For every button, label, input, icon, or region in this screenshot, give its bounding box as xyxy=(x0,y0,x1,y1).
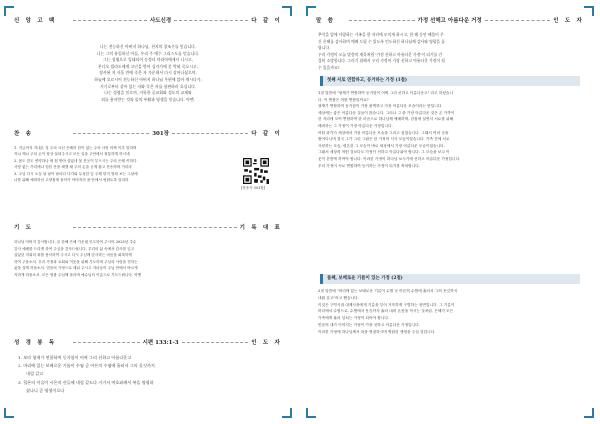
sermon-line: 세상에는 좋은 아름다운 것들이 많습니다. 그러나 그 중 가장 아름다운 것은 온 가족이 xyxy=(318,110,455,115)
sermon-line: 립니다. xyxy=(318,45,331,51)
qr-caption: [찬송가 301장] xyxy=(241,186,266,190)
corner-mark xyxy=(306,408,316,418)
point-two-heading: 둘째, 보배로운 기름이 있는 가정 (2절) xyxy=(320,274,580,284)
point-one-heading: 첫째 서로 연합하고, 동거하는 가정 (1절) xyxy=(320,76,580,86)
hymn-line: 1. 지금까지 지내온 것 주의 크신 은혜라 한이 없는 주의 사랑 어찌 이루 말하며 xyxy=(14,146,137,150)
sermon-line: 이것은 구약시대 대제사장에게 기름을 부어 거룩하게 구별하는 장면입니다. 그 기름이 xyxy=(318,302,455,307)
scripture-verse: 내림 같고 xyxy=(26,371,44,377)
dashed-divider xyxy=(73,342,140,343)
creed-line: 나는 그의 유일하신 아들, 우리 주 예수 그리스도를 믿습니다. xyxy=(96,50,200,56)
sermon-line: 내림 같고"라고 했습니다. xyxy=(318,295,359,300)
qr-code-icon[interactable] xyxy=(243,158,269,184)
creed-line: 죄를 용서받는 것과 몸의 부활과 영생을 믿습니다. 아멘. xyxy=(101,96,195,102)
prayer-label: 기 도 xyxy=(14,225,34,231)
prayer-text xyxy=(14,239,284,278)
hymn-line: 자나 깨나 주의 손이 항상 살펴주시고 모든 일을 주안에서 형통하게 하시네 xyxy=(14,152,130,157)
hymn-label: 찬 송 xyxy=(14,131,34,137)
sermon-line: 우리 가정이 서로 연합하여 동거하는 가정이 되기를 축복합니다. xyxy=(318,163,420,168)
sermon-line: 형제가 연합하여 동거함이 가장 완벽하고 가장 아름다운 모습이라는 뜻입니다. xyxy=(318,104,443,109)
sermon-line: 머리에서 수염으로, 수염에서 옷깃까지 흘러 내려 온몸을 적시는 것처럼, 은혜가 모든 xyxy=(318,309,454,314)
sermon-line: 2절 말씀에 "머리에 있는 보배로운 기름이 수염 곧 아론의 수염에 흘러서 그의 옷깃까지 xyxy=(318,289,458,293)
reading-leader: 인 도 자 xyxy=(251,340,282,346)
sermon-line: 다. 이 연합은 어떤 연합일까요? xyxy=(318,97,369,102)
bulletin-left-page xyxy=(4,6,292,418)
creed-section-header xyxy=(14,14,282,26)
sermon-line: 웃이 본받게 하여야 합니다. 이러한 가정이 하나님 보시기에 선하고 아름다운 가정입니다. xyxy=(318,156,461,161)
prayer-line: 하나님 아버지 감사합니다. 올 한해 은혜 가운데 인도하여 주시어 2025년 추수 xyxy=(14,240,137,244)
hymn-number: 301장 xyxy=(152,131,170,137)
corner-mark xyxy=(4,6,14,16)
sermon-label: 말 씀 xyxy=(316,18,336,24)
sermon-line: 1절 말씀에 "형제가 연합하여 동거함이 어찌 그리 선하고 아름다운고" 라고 하셨습니 xyxy=(318,91,454,95)
sermon-section-header xyxy=(316,14,584,26)
sermon-line: 이러한 가정에 하나님께서 복을 명령하시며 영원한 생명을 주실 것입니다. xyxy=(318,329,436,334)
creed-line: 본디오 빌라도에게 고난을 받아 십자가에 못 박혀 죽으시고, xyxy=(97,63,199,69)
creed-line: 나는 전능하신 아버지 하나님, 천지의 창조주를 믿습니다. xyxy=(99,44,197,49)
sermon-line: 그래서 세상의 어떤 것보다도 가정이 선하고 아름다워야 합니다. 그 모습을 보고 이 xyxy=(318,150,450,155)
sermon-title: 가정 선해고 아름다운 거정 xyxy=(417,18,482,24)
creed-line: 나는 성령을 믿으며, 거룩한 공교회와 성도의 교제와 xyxy=(104,90,192,96)
sermon-line: 믿음의 대가 이어지는 가정이 가장 선하고 아름다운 가정입니다. xyxy=(318,322,420,327)
corner-mark xyxy=(282,408,292,418)
sermon-line: 배려하는 그 가정이 가장 아름다운 가정입니다. xyxy=(318,123,393,128)
creed-line: 장사된 지 사흘 만에 죽은 자 가운데서 다시 살아나셨으며, xyxy=(99,70,197,76)
prayer-line: 자라게 하옵소서. 모든 영광 주님께 돌리며 예수님의 이름으로 기도드립니다. 아멘 xyxy=(14,272,142,277)
dashed-divider xyxy=(172,133,248,134)
creed-text xyxy=(14,44,282,103)
scripture-verse: 1. 보라 형제가 연합하여 동거함이 어찌 그리 선하고 아름다운고 xyxy=(18,355,132,360)
hymn-leader: 다 같 이 xyxy=(251,131,283,137)
sermon-line: 어떤 화가가 세상에서 가장 아름다운 모습을 그리고 싶었습니다. 그래서 여러 곳을 xyxy=(318,130,449,135)
corner-mark xyxy=(306,6,316,16)
creed-line: 하늘에 오르시어 전능하신 아버지 하나님 우편에 앉아 계시다가, xyxy=(94,76,202,82)
creed-title: 사도신경 xyxy=(149,18,172,24)
scripture-text xyxy=(18,354,282,395)
prayer-line: 살았던 저희의 죄를 용서하여 주시고 다시 주님께 감사하는 마음을 회복하게 xyxy=(14,253,132,257)
sermon-intro xyxy=(318,32,584,72)
point-two-body xyxy=(318,288,584,336)
dashed-divider xyxy=(349,20,415,21)
hymn-line: 2. 몸도 맘도 연약하나 새 힘 받아 살았네 물 붓듯이 부으시는 주의 은혜 족하다 xyxy=(14,158,137,163)
hymn-line: 3. 주님 다시 오실 날 날이 날마다 다가와 무성한 잎 주께 맡겨 영화 보는 그날에 xyxy=(14,171,138,176)
sermon-line: 찾아다니며 결국 그가 그린 그림은 한 가정의 식사 모습이었습니다. 가족 간에 서로 xyxy=(318,137,450,142)
dashed-divider xyxy=(73,20,147,21)
dashed-divider xyxy=(174,20,248,21)
sermon-line: 가족에게 흘러 넘치는 가정이 되어야 합니다. xyxy=(318,316,390,321)
sermon-line: 신 은혜를 감사하며 예배 드릴 수 있도록 인도하신 하나님께 감사와 영광을 돌 xyxy=(318,38,445,44)
sermon-line: 사랑하는 모습, 평온한 그 모습이 바로 세상에서 가장 아름다운 모습이었습니다. xyxy=(318,143,445,148)
dashed-divider xyxy=(182,342,249,343)
sermon-line: 추석을 앞에 사랑하는 가족을 한 자리에 모이게 하시고, 한 해 동안 베풀어 주 xyxy=(318,32,444,37)
reading-label: 성 경 봉 독 xyxy=(14,340,57,346)
scripture-reference: 시편 133:1-3 xyxy=(142,340,179,346)
dashed-divider xyxy=(73,227,237,228)
sermon-line: 한 자리에 모여 연합하여 한 마음으로 하나님께 예배하며, 한집에 살면서 서로를 위해 xyxy=(318,117,454,122)
bulletin-right-page xyxy=(306,6,594,418)
scripture-verse: 3. 헐몬의 이슬이 시온의 산들에 내림 같도다 거기서 여호와께서 복을 명령하 xyxy=(18,379,154,385)
scripture-verse: 셨나니 곧 영생이로다 xyxy=(26,387,65,393)
corner-mark xyxy=(282,6,292,16)
prayer-section-header xyxy=(14,221,282,233)
hymn-lyrics xyxy=(14,145,236,183)
point-one-body xyxy=(318,90,584,169)
creed-line: 거기로부터 살아 있는 자와 죽은 자를 심판하러 오십니다. xyxy=(99,83,197,89)
prayer-line: 감사 예배를 드리게 하여 주심을 감사드립니다. 우리의 삶 속에서 감사를 잊고 xyxy=(14,246,135,251)
sermon-line: 수 있을까요? xyxy=(318,64,340,70)
sermon-line: 우리 가정이 오늘 말씀의 제목처럼 '가정 선하고 아름다운 가정'이 되기를 간 xyxy=(318,51,443,57)
creed-label: 신 앙 고 백 xyxy=(14,18,57,24)
dashed-divider xyxy=(485,20,551,21)
prayer-line: 삶을 살게 하옵소서. 믿음의 가정으로 세워 주시고 자녀들이 주님 안에서 바르게 xyxy=(14,266,138,270)
hymn-section-header xyxy=(14,127,282,139)
sermon-leader: 인 도 자 xyxy=(553,18,585,24)
dashed-divider xyxy=(73,133,149,134)
corner-mark xyxy=(584,408,594,418)
creed-line: 그는 성령으로 잉태되어 동정녀 마리아에게서 나시고, xyxy=(102,57,194,63)
prayer-leader: 기 록 대 표 xyxy=(239,225,282,231)
sermon-line: 절히 소망합니다. 그러기 위해서 우리 가정이 가장 선하고 아름다운 가정이 될 xyxy=(318,58,445,64)
corner-mark xyxy=(4,408,14,418)
prayer-line: 하여 주옵소서. 우리 가정과 교회와 이웃을 위해 기도하며 주님의 사랑을 전하는 xyxy=(14,259,138,264)
scripture-verse: 2. 머리에 있는 보배로운 기름이 수염 곧 아론의 수염에 흘러서 그의 옷깃까지 xyxy=(18,363,155,369)
hymn-line: 사랑 없는 거리에나 험한 산을 헤맬 때 주의 손을 굳게 잡고 찬송하며 가리라 xyxy=(14,165,132,170)
reading-section-header xyxy=(14,336,282,348)
corner-mark xyxy=(584,6,594,16)
creed-leader: 다 같 이 xyxy=(251,18,283,24)
hymn-line: 나를 위해 예비하신 고향집에 돌아가 아버지의 품 안에서 영원토록 살리라 xyxy=(14,178,129,183)
